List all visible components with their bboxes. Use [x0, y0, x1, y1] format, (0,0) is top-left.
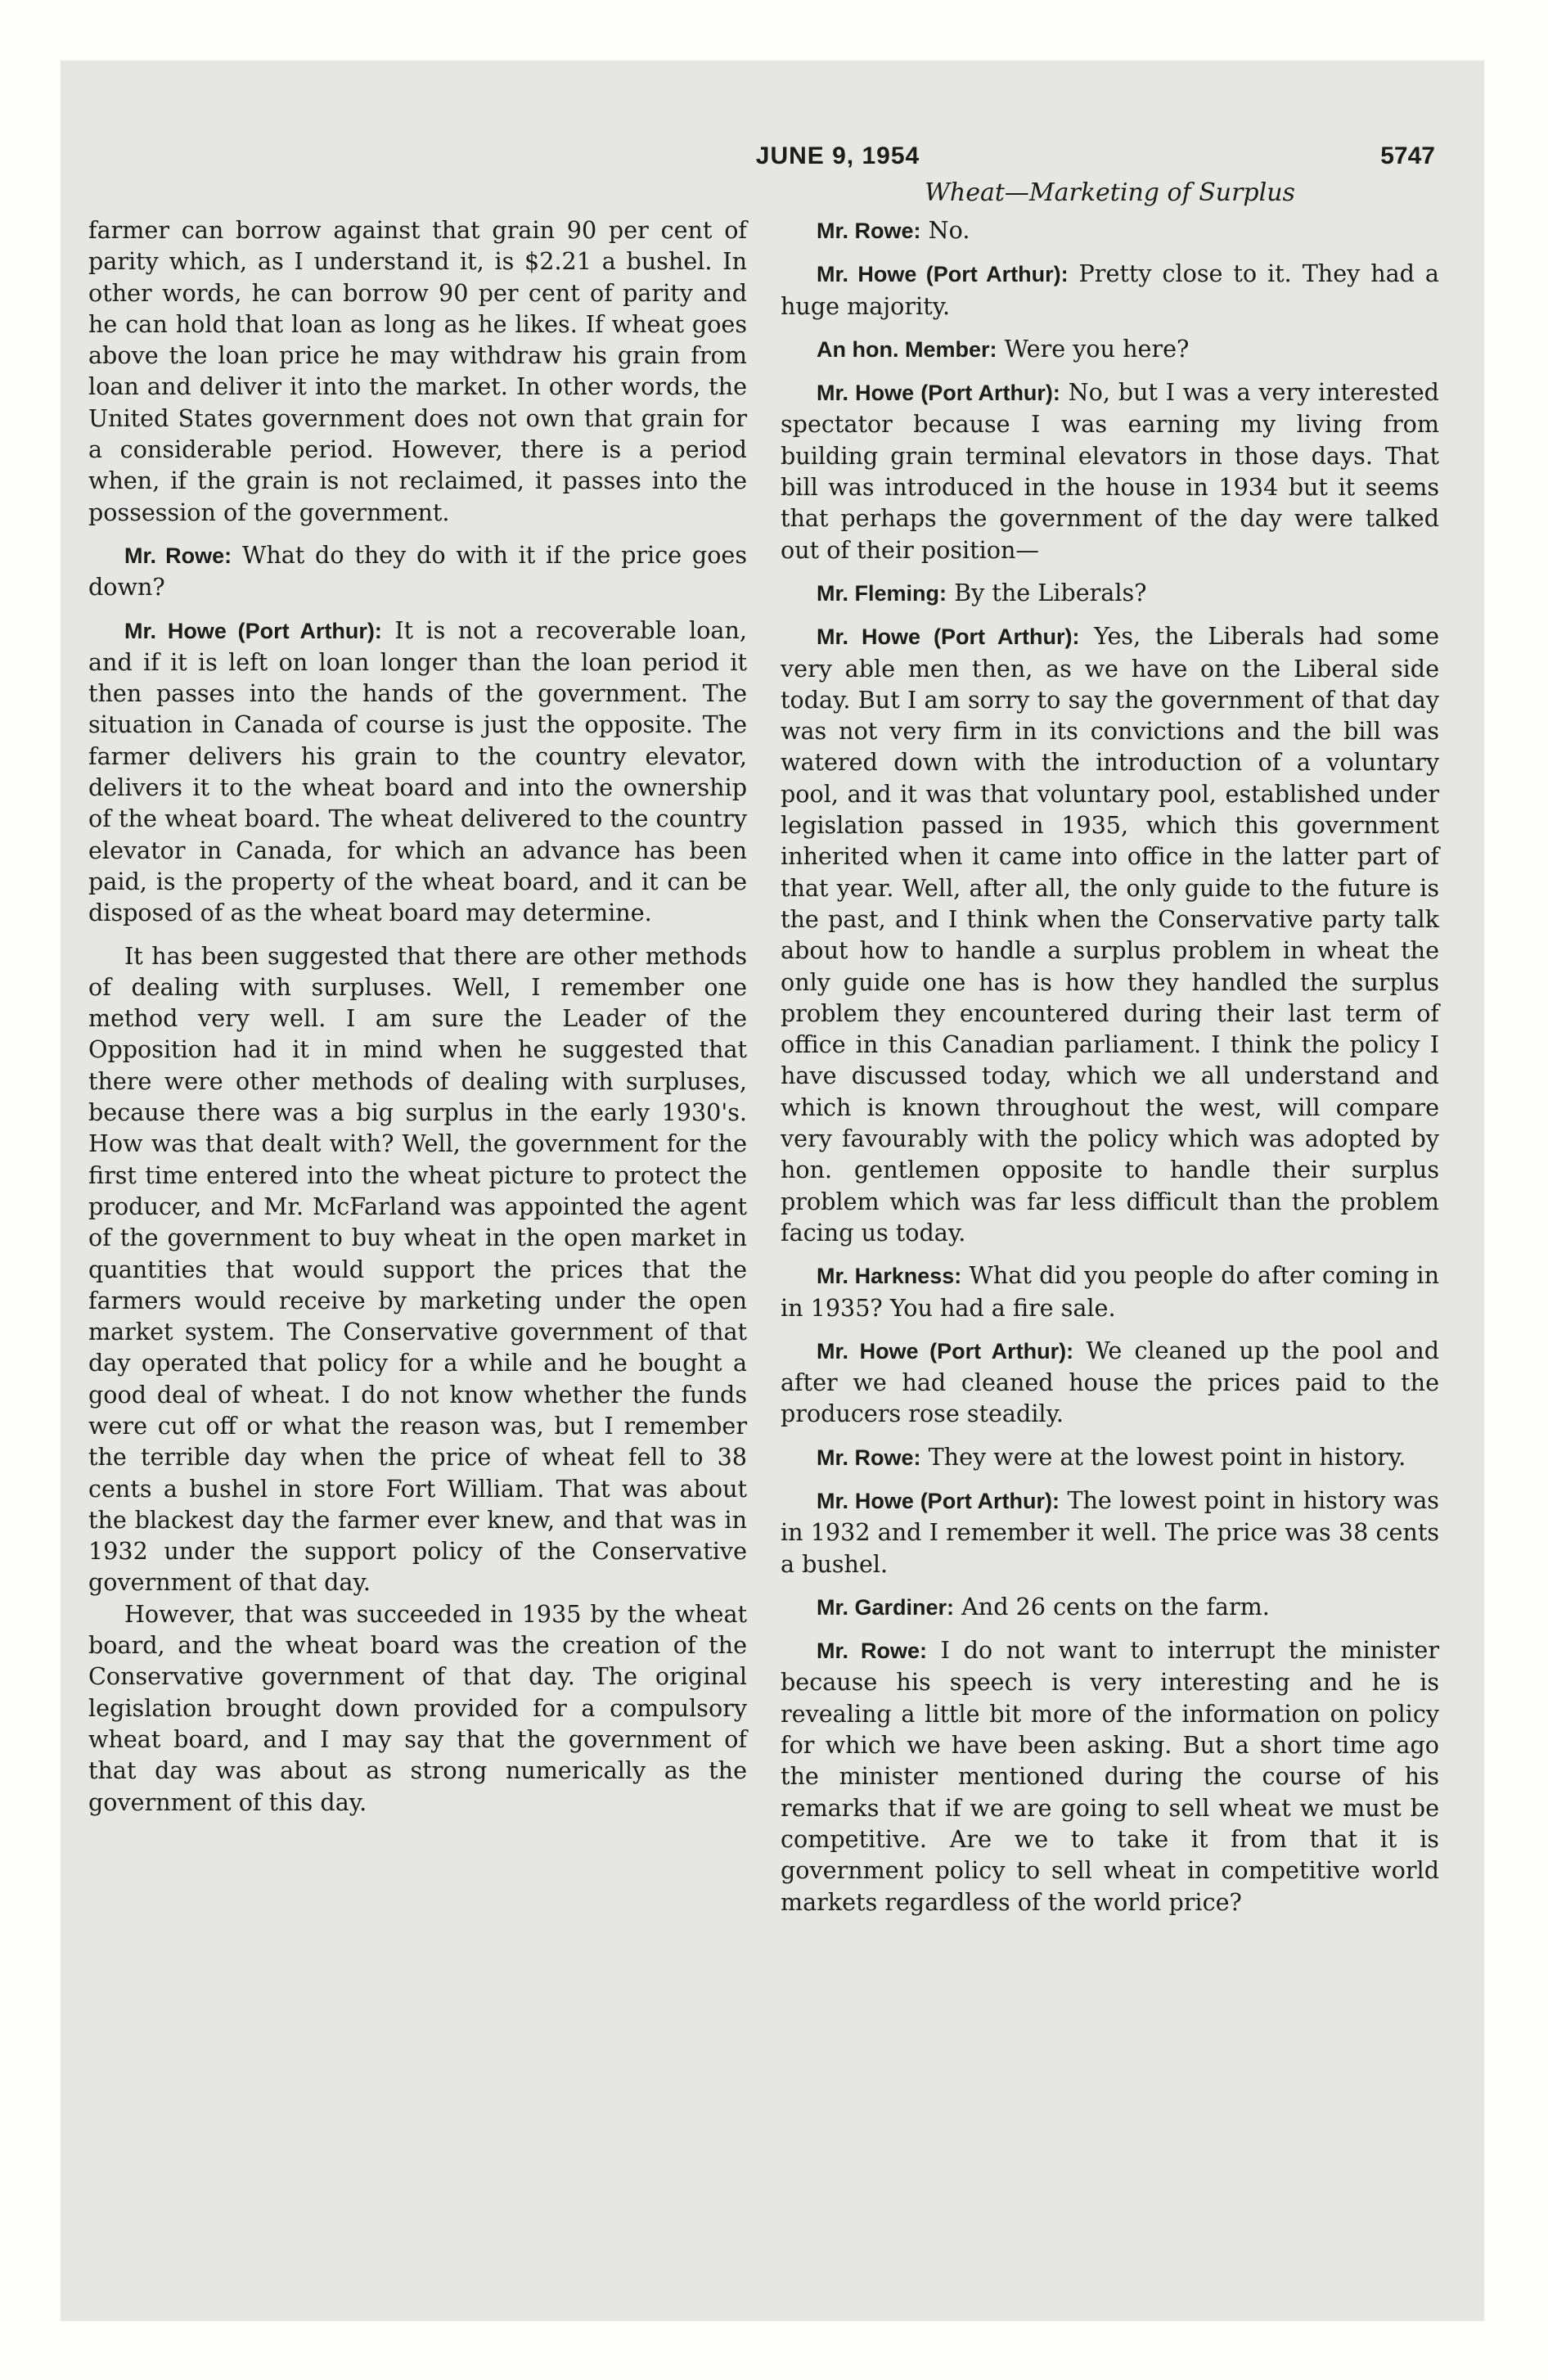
paragraph-text: Pretty close to it. They had a huge majority.: [781, 259, 1439, 320]
paragraph-text: It is not a recoverable loan, and if it is left on loan longer than the loan period it then passes into the hands of the government. The situation in Canada of course is just the opposite. The farmer delivers his grain to the country elevator, delivers it to the wheat board and into the ownership of the wheat board. The wheat delivered to the country elevator in Canada, for which an advance has been paid, is the property of the wheat board, and it can be disposed of as the wheat board may determine.: [88, 615, 747, 927]
speaker-name: Mr. Howe (Port Arthur):: [817, 1338, 1074, 1364]
header-date: JUNE 9, 1954: [755, 142, 920, 169]
paragraph: [781, 333, 1439, 365]
paragraph: [88, 940, 747, 1598]
speaker-name: Mr. Howe (Port Arthur):: [817, 1488, 1060, 1513]
speaker-name: Mr. Howe (Port Arthur):: [124, 618, 382, 643]
paragraph-text: What do they do with it if the price goes down?: [88, 540, 747, 602]
paragraph: [781, 1335, 1439, 1430]
paragraph-text: What did you people do after coming in in 1935? You had a fire sale.: [781, 1261, 1439, 1322]
paragraph-text: The lowest point in history was in 1932 and I remember it well. The price was 38 cents a bushel.: [781, 1485, 1439, 1578]
paragraph-text: However, that was succeeded in 1935 by the wheat board, and the wheat board was the creation of the Conservative government of that day. The original legislation brought down provided for a compulsory wheat board, and I may say that the government of that day was about as strong numerically as the government of this day.: [88, 1599, 747, 1816]
speaker-name: An hon. Member:: [817, 336, 997, 362]
paragraph-text: And 26 cents on the farm.: [961, 1592, 1270, 1620]
speaker-name: Mr. Rowe:: [817, 1445, 921, 1470]
paragraph: [781, 258, 1439, 322]
paragraph-text: No.: [928, 216, 970, 244]
paragraph: [781, 1485, 1439, 1580]
paragraph: [88, 539, 747, 603]
paragraph-text: farmer can borrow against that grain 90 per cent of parity which, as I understand it, is $2.21 a bushel. In other words, he can borrow 90 per cent of parity and he can hold that loan as long as he likes. If wheat goes above the loan price he may withdraw his grain from loan and deliver it into the market. In other words, the United States government does not own that grain for a considerable period. However, there is a period when, if the grain is not reclaimed, it passes into the possession of the government.: [88, 216, 747, 526]
paragraph: [781, 1441, 1439, 1473]
paragraph: [781, 620, 1439, 1248]
paragraph-text: We cleaned up the pool and after we had cleaned house the prices paid to the producers rose steadily.: [781, 1336, 1440, 1428]
paragraph: [88, 1598, 747, 1818]
paragraph: [88, 214, 747, 528]
paragraph: [781, 577, 1439, 609]
paragraph: [781, 1634, 1439, 1918]
paragraph-text: It has been suggested that there are other methods of dealing with surpluses. Well, I remember one method very well. I am sure the Leader of the Opposition had it in mind when he suggested that there were other methods of dealing with surpluses, because there was a big surplus in the early 1930's. How was that dealt with? Well, the government for the first time entered into the wheat picture to protect the producer, and Mr. McFarland was appointed the agent of the government to buy wheat in the open market in quantities that would support the prices that the farmers would receive by marketing under the open market system. The Conservative government of that day operated that policy for a while and he bought a good deal of wheat. I do not know whether the funds were cut off or what the reason was, but I remember the terrible day when the price of wheat fell to 38 cents a bushel in store Fort William. That was about the blackest day the farmer ever knew, and that was in 1932 under the support policy of the Conservative government of that day.: [88, 941, 747, 1597]
paragraph-text: They were at the lowest point in history.: [928, 1442, 1406, 1471]
speaker-name: Mr. Howe (Port Arthur):: [817, 381, 1060, 406]
paragraph-text: By the Liberals?: [954, 578, 1147, 606]
paragraph-text: I do not want to interrupt the minister because his speech is very interesting and he is revealing a little bit more of the information on policy for which we have been asking. But a short time ago the minister mentioned during the course of his remarks that if we are going to sell wheat we must be competitive. Are we to take it from that it is government policy to sell wheat in competitive world markets regardless of the world price?: [781, 1636, 1439, 1916]
speaker-name: Mr. Harkness:: [817, 1264, 962, 1289]
speaker-name: Mr. Rowe:: [124, 543, 232, 568]
speaker-name: Mr. Rowe:: [817, 219, 921, 243]
subject-heading: Wheat—Marketing of Surplus: [925, 178, 1295, 207]
paragraph: [781, 1260, 1439, 1323]
paragraph: [781, 1591, 1439, 1623]
paragraph: [781, 376, 1439, 566]
left-column: [88, 214, 747, 1818]
paragraph-text: Yes, the Liberals had some very able men then, as we have on the Liberal side today. But I am sorry to say the government of that day was not very firm in its convictions and the bill was watered down with the introduction of a voluntary pool, and it was that voluntary pool, established under legislation passed in 1935, which this government inherited when it came into office in the latter part of that year. Well, after all, the only guide to the future is the past, and I think when the Conservative party talk about how to handle a surplus problem in wheat the only guide one has is how they handled the surplus problem they encountered during their last term of office in this Canadian parliament. I think the policy I have discussed today, which we all understand and which is known throughout the west, will compare very favourably with the policy which was adopted by hon. gentlemen opposite to handle their surplus problem which was far less difficult than the problem facing us today.: [781, 622, 1439, 1246]
paragraph-text: Were you here?: [1004, 334, 1190, 363]
page-number: 5747: [1380, 142, 1435, 169]
speaker-name: Mr. Gardiner:: [817, 1594, 955, 1620]
paragraph: [88, 615, 747, 929]
speaker-name: Mr. Rowe:: [817, 1639, 928, 1664]
speaker-name: Mr. Howe (Port Arthur):: [817, 262, 1069, 287]
paragraph: [781, 214, 1439, 246]
paragraph-text: No, but I was a very interested spectator because I was earning my living from building grain terminal elevators in those days. That bill was introduced in the house in 1934 but it seems that perhaps the government of the day were talked out of their position—: [781, 378, 1439, 564]
speaker-name: Mr. Howe (Port Arthur):: [817, 624, 1080, 650]
right-column: [781, 214, 1439, 1918]
speaker-name: Mr. Fleming:: [817, 580, 947, 606]
